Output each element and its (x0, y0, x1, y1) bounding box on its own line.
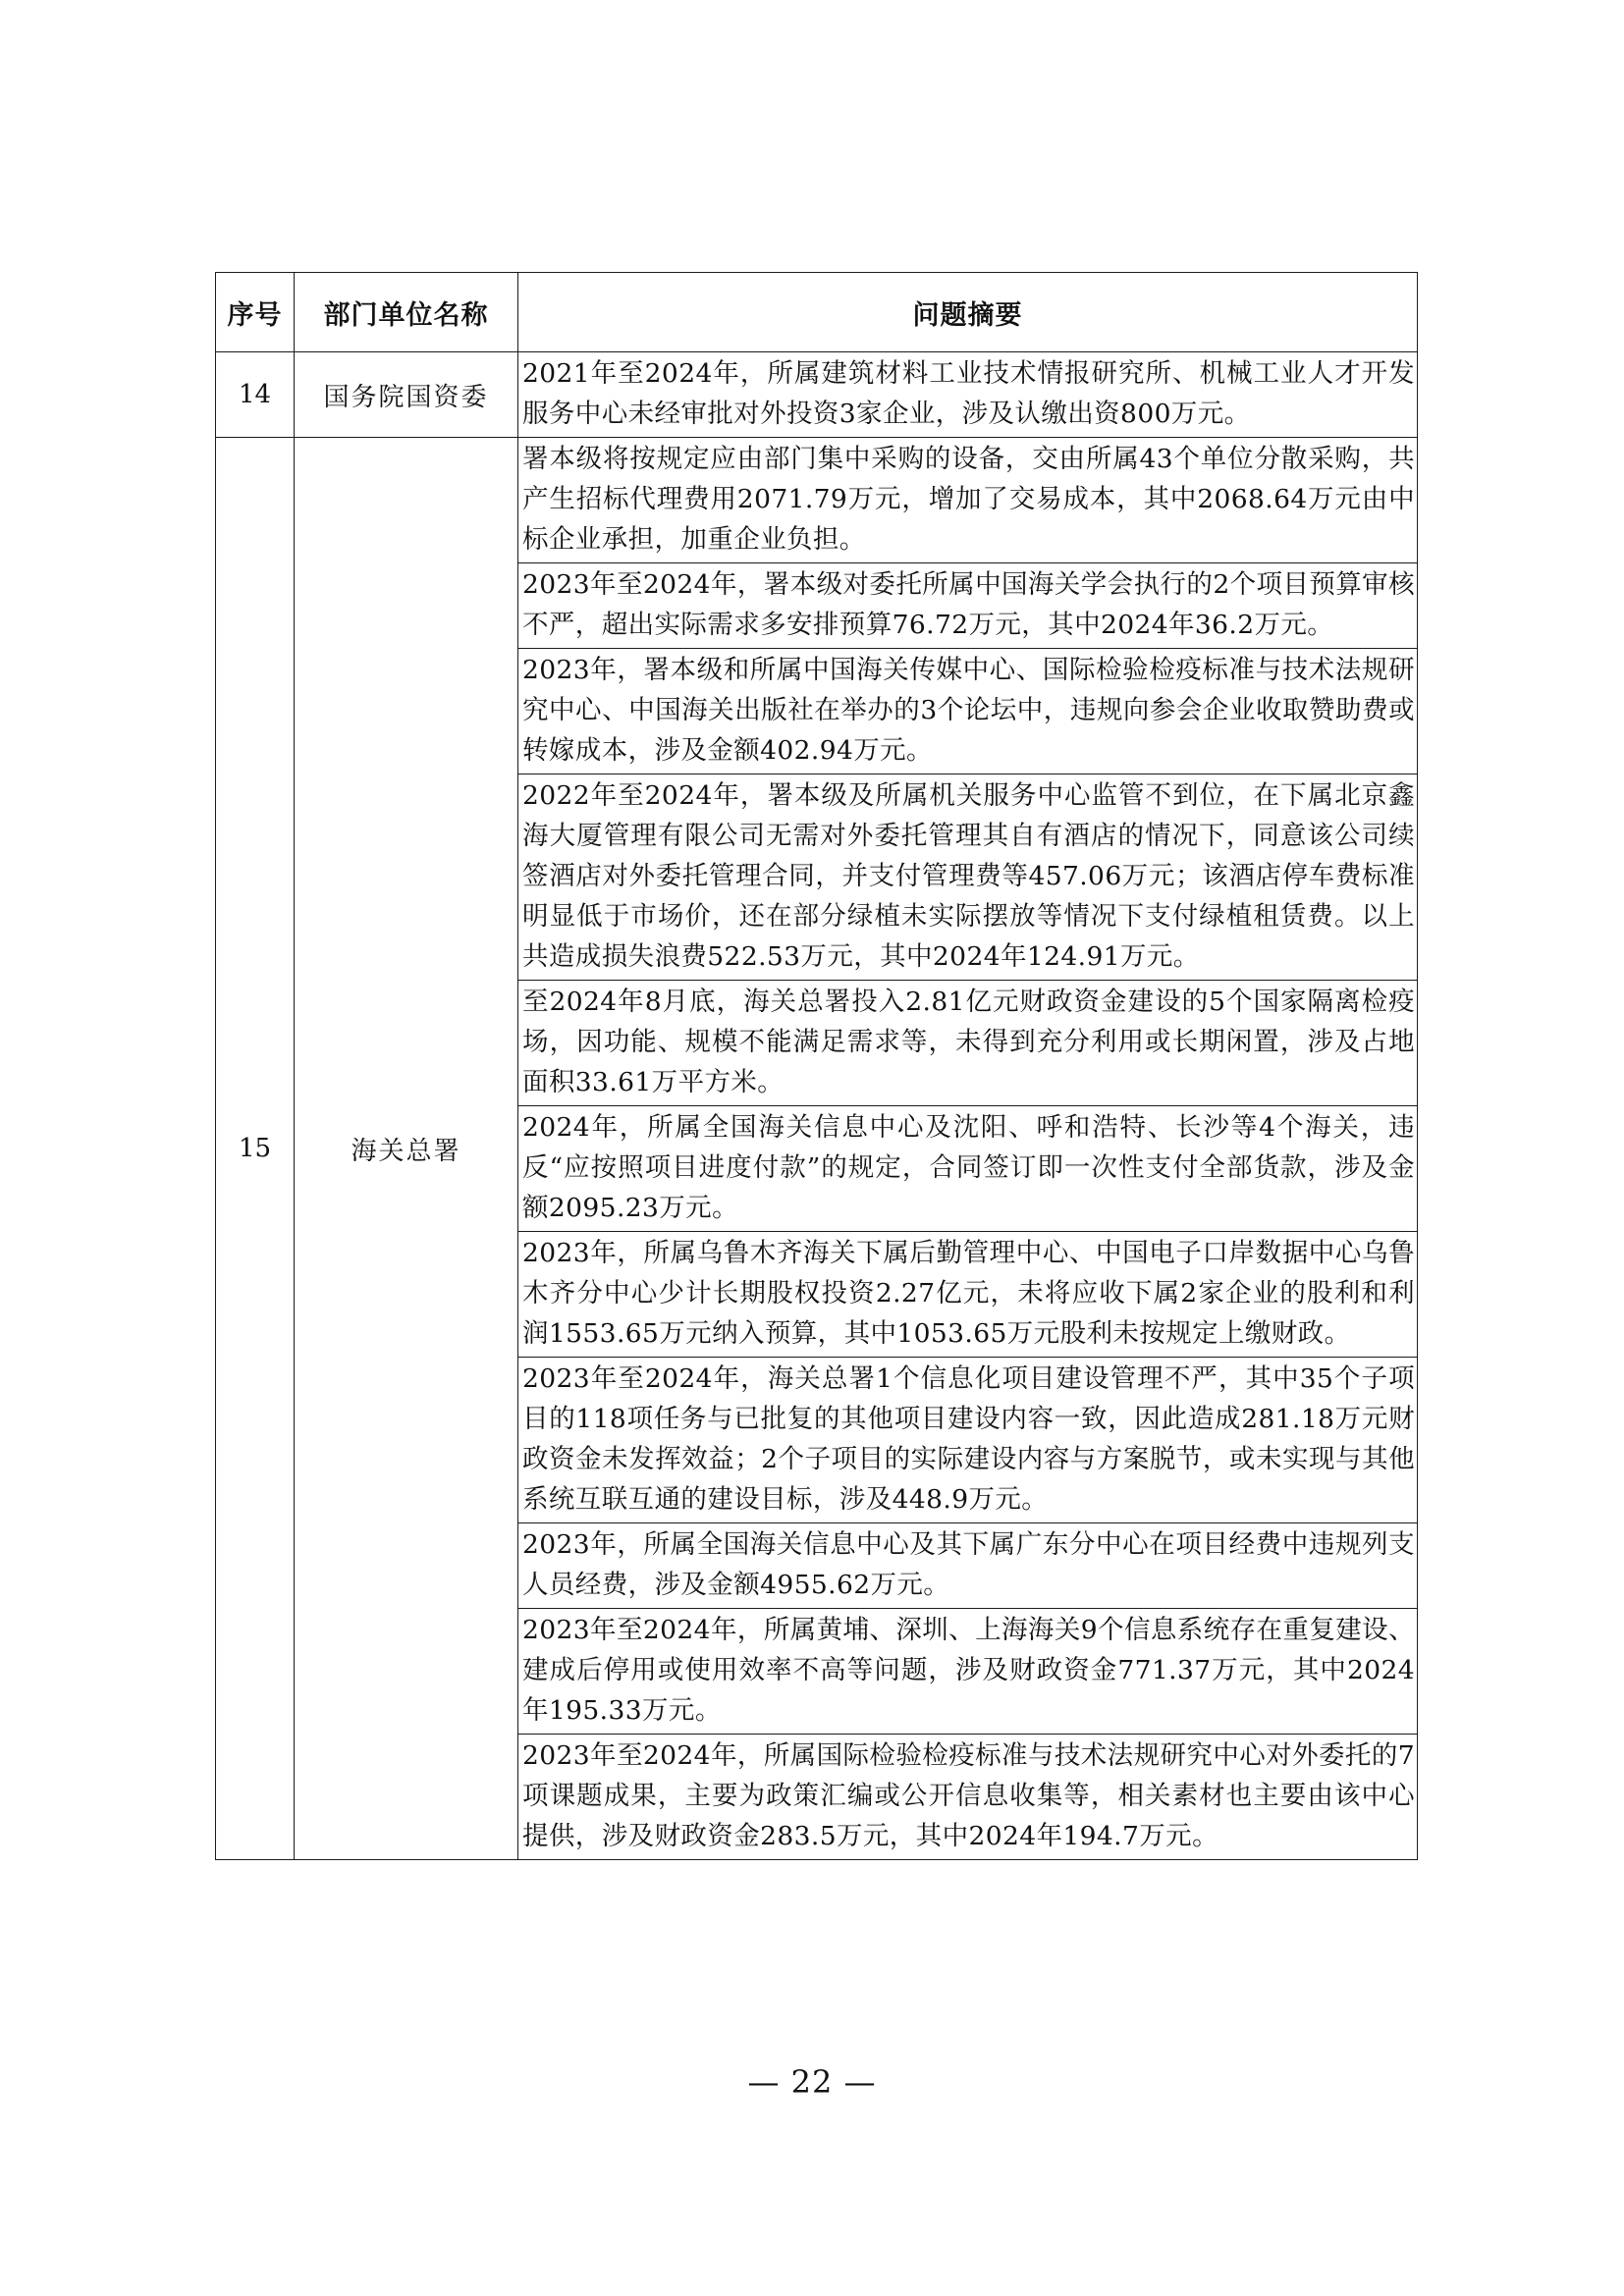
page-number: — 22 — (747, 2063, 877, 2101)
issue-summary: 2023年至2024年，署本级对委托所属中国海关学会执行的2个项目预算审核不严，超出实际需求多安排预算76.72万元，其中2024年36.2万元。 (518, 563, 1418, 649)
header-unit-name: 部门单位名称 (295, 273, 518, 352)
issue-summary: 2023年，所属全国海关信息中心及其下属广东分中心在项目经费中违规列支人员经费，涉及金额4955.62万元。 (518, 1523, 1418, 1609)
issue-summary: 署本级将按规定应由部门集中采购的设备，交由所属43个单位分散采购，共产生招标代理费用2071.79万元，增加了交易成本，其中2068.64万元由中标企业承担，加重企业负担。 (518, 438, 1418, 563)
unit-name: 海关总署 (295, 438, 518, 1860)
table-header-row (216, 273, 1418, 352)
issue-summary: 2023年，所属乌鲁木齐海关下属后勤管理中心、中国电子口岸数据中心乌鲁木齐分中心少计长期股权投资2.27亿元，未将应收下属2家企业的股利和利润1553.65万元纳入预算，其中1053.65万元股利未按规定上缴财政。 (518, 1232, 1418, 1358)
issue-summary: 2023年，署本级和所属中国海关传媒中心、国际检验检疫标准与技术法规研究中心、中国海关出版社在举办的3个论坛中，违规向参会企业收取赞助费或转嫁成本，涉及金额402.94万元。 (518, 649, 1418, 774)
issue-summary: 2023年至2024年，海关总署1个信息化项目建设管理不严，其中35个子项目的118项任务与已批复的其他项目建设内容一致，因此造成281.18万元财政资金未发挥效益；2个子项目的实际建设内容与方案脱节，或未实现与其他系统互联互通的建设目标，涉及448.9万元。 (518, 1358, 1418, 1523)
row-number: 15 (216, 438, 295, 1860)
unit-name: 国务院国资委 (295, 352, 518, 438)
table-row (216, 438, 1418, 563)
issue-summary: 2023年至2024年，所属国际检验检疫标准与技术法规研究中心对外委托的7项课题成果，主要为政策汇编或公开信息收集等，相关素材也主要由该中心提供，涉及财政资金283.5万元，其中2024年194.7万元。 (518, 1735, 1418, 1860)
issue-summary: 至2024年8月底，海关总署投入2.81亿元财政资金建设的5个国家隔离检疫场，因功能、规模不能满足需求等，未得到充分利用或长期闲置，涉及占地面积33.61万平方米。 (518, 981, 1418, 1106)
row-number: 14 (216, 352, 295, 438)
header-issue-summary: 问题摘要 (518, 273, 1418, 352)
issue-summary: 2021年至2024年，所属建筑材料工业技术情报研究所、机械工业人才开发服务中心未经审批对外投资3家企业，涉及认缴出资800万元。 (518, 352, 1418, 438)
issue-summary: 2023年至2024年，所属黄埔、深圳、上海海关9个信息系统存在重复建设、建成后停用或使用效率不高等问题，涉及财政资金771.37万元，其中2024年195.33万元。 (518, 1609, 1418, 1735)
issue-summary: 2022年至2024年，署本级及所属机关服务中心监管不到位，在下属北京鑫海大厦管理有限公司无需对外委托管理其自有酒店的情况下，同意该公司续签酒店对外委托管理合同，并支付管理费等457.06万元；该酒店停车费标准明显低于市场价，还在部分绿植未实际摆放等情况下支付绿植租赁费。以上共造成损失浪费522.53万元，其中2024年124.91万元。 (518, 774, 1418, 981)
issue-summary: 2024年，所属全国海关信息中心及沈阳、呼和浩特、长沙等4个海关，违反“应按照项目进度付款”的规定，合同签订即一次性支付全部货款，涉及金额2095.23万元。 (518, 1106, 1418, 1232)
audit-issues-table (215, 272, 1418, 1860)
header-number: 序号 (216, 273, 295, 352)
table-row (216, 352, 1418, 438)
